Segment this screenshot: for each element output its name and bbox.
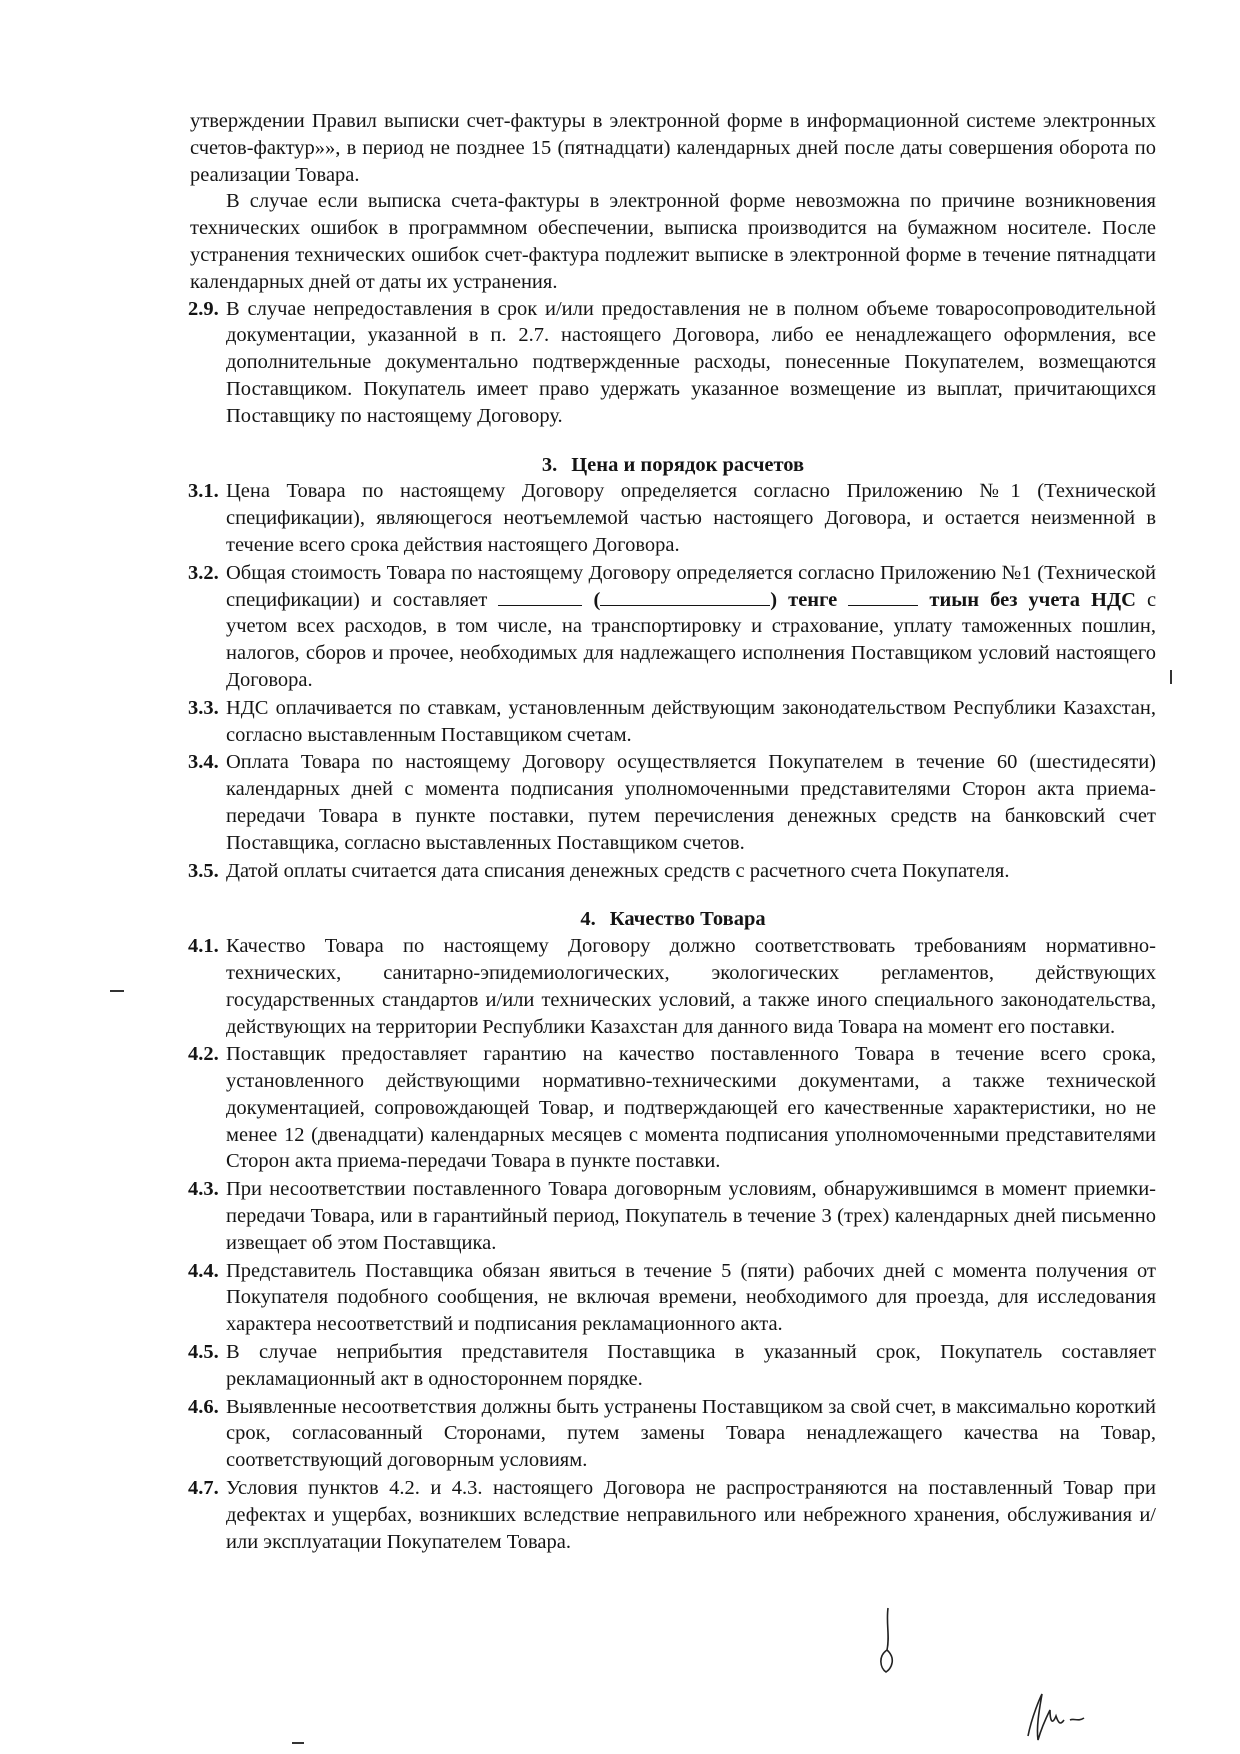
clause-4-4: [190, 1258, 1156, 1338]
clause-4-7: [190, 1475, 1156, 1555]
clause-text: Представитель Поставщика обязан явиться в течение 5 (пяти) рабочих дней с момента получения от Покупателя подобного сообщения, не включая времени, необходимого для проезда, для исследования характера несоответствий и подписания рекламационного акта.: [226, 1259, 1156, 1336]
clause-4-3: [190, 1176, 1156, 1256]
clause-text: НДС оплачивается по ставкам, установленным действующим законодательством Республики Казахстан, согласно выставленным Поставщиком счетам.: [226, 696, 1156, 746]
clause-3-4: [190, 749, 1156, 856]
clause-number: 2.9.: [188, 297, 219, 320]
clause-number: 4.6.: [188, 1395, 219, 1418]
scan-mark: [110, 990, 124, 992]
clause-number: 4.4.: [188, 1259, 219, 1282]
clause-number: 3.4.: [188, 751, 219, 774]
clause-text: Общая стоимость Товара по настоящему Договору определяется согласно Приложению №1 (Технической спецификации) и составляет: [226, 561, 1156, 611]
clause-number: 3.3.: [188, 696, 219, 719]
clause-4-6: [190, 1394, 1156, 1474]
amount-words-blank: [600, 587, 770, 606]
clause-text: В случае неприбытия представителя Поставщика в указанный срок, Покупатель составляет рекламационный акт в одностороннем порядке.: [226, 1341, 1156, 1390]
section-number: 3.: [541, 453, 558, 476]
section-4-heading: [190, 906, 1156, 933]
clause-text: Качество Товара по настоящему Договору должно соответствовать требованиям нормативно-технических, санитарно-эпидемиологических, экологических регламентов, действующих государственных стандартов и/или технических условий, а также иного специального законодательства, действующих на территории Республики Казахстан для данного вида Товара на момент его поставки.: [226, 935, 1156, 1038]
clause-4-5: [190, 1339, 1156, 1393]
initial-signature-icon: [868, 1606, 908, 1676]
clause-3-3: [190, 695, 1156, 749]
section-number: 4.: [580, 908, 596, 931]
clause-text: В случае непредоставления в срок и/или предоставления не в полном объеме товаросопроводительной документации, указанной в п. 2.7. настоящего Договора, либо ее ненадлежащего оформления, все дополнительные документально подтвержденные расходы, понесенные Покупателем, возмещаются Поставщиком. Покупатель имеет право удержать указанное возмещение из выплат, причитающихся Поставщику по настоящему Договору.: [226, 297, 1156, 427]
clause-number: 3.5.: [188, 859, 219, 882]
clause-4-1: [190, 933, 1156, 1040]
clause-4-2: [190, 1041, 1156, 1175]
clause-number: 4.5.: [188, 1341, 219, 1364]
clause-number: 3.2.: [188, 561, 219, 584]
clause-number: 4.3.: [188, 1178, 219, 1201]
clause-text: Цена Товара по настоящему Договору определяется согласно Приложению №1 (Технической спецификации), являющегося неотъемлемой частью настоящего Договора, и остается неизменной в течение всего срока действия настоящего Договора.: [226, 480, 1156, 556]
section-title: Цена и порядок расчетов: [571, 453, 805, 476]
clause-number: 4.2.: [188, 1043, 219, 1066]
document-body: [190, 108, 1156, 1556]
tiyn-label: тиын без учета НДС: [929, 588, 1136, 611]
scan-mark: [292, 1742, 304, 1744]
clause-number: 4.1.: [188, 935, 219, 958]
clause-3-5: [190, 858, 1156, 885]
section-3-heading: [190, 452, 1156, 479]
clause-text: Выявленные несоответствия должны быть устранены Поставщиком за свой счет, в максимально короткий срок, согласованный Сторонами, путем замены Товара ненадлежащего качества на Товар, соответствующий договорным условиям.: [226, 1395, 1156, 1472]
clause-number: 3.1.: [188, 480, 219, 503]
tiyn-blank: [848, 587, 918, 606]
intro-paragraph: утверждении Правил выписки счет-фактуры в электронной форме в информационной системе электронных счетов-фактур»», в период не позднее 15 (пятнадцати) календарных дней после даты совершения оборота по реализации Товара.: [190, 110, 1156, 186]
clause-2-9: [190, 296, 1156, 430]
clause-text-continued: с учетом всех расходов, в том числе, на транспортировку и страхование, уплату таможенных пошлин, налогов, сборов и прочее, необходимых для надлежащего исполнения Поставщиком условий настоящего Договора.: [226, 588, 1157, 691]
scan-mark: [1170, 670, 1172, 684]
signature-icon: [1022, 1686, 1092, 1748]
clause-number: 4.7.: [188, 1477, 219, 1500]
clause-text: Условия пунктов 4.2. и 4.3. настоящего Договора не распространяются на поставленный Товар при дефектах и ущербах, возникших вследствие неправильного или небрежного хранения, обслуживания и/или эксплуатации Покупателем Товара.: [226, 1477, 1156, 1553]
clause-3-1: [190, 478, 1156, 558]
amount-blank: [498, 587, 582, 606]
intro-paragraph-2: В случае если выписка счета-фактуры в электронной форме невозможна по причине возникновения технических ошибок в программном обеспечении, выписка производится на бумажном носителе. После устранения технических ошибок счет-фактура подлежит выписке в электронной форме в течение пятнадцати календарных дней от даты их устранения.: [190, 190, 1156, 293]
tenge-label: ) тенге: [770, 588, 838, 611]
clause-text: Поставщик предоставляет гарантию на качество поставленного Товара в течение всего срока, установленного действующими нормативно-техническими документами, а также технической документацией, сопровождающей Товар, и подтверждающей его качественные характеристики, но не менее 12 (двенадцати) календарных месяцев с момента подписания уполномоченными представителями Сторон акта приема-передачи Товара в пункте поставки.: [226, 1043, 1156, 1173]
clause-3-2: [190, 560, 1156, 694]
clause-text: Оплата Товара по настоящему Договору осуществляется Покупателем в течение 60 (шестидесяти) календарных дней с момента подписания уполномоченными представителями Сторон акта приема-передачи Товара в пункте поставки, путем перечисления денежных средств на банковский счет Поставщика, согласно выставленных Поставщиком счетов.: [226, 751, 1156, 854]
clause-text: Датой оплаты считается дата списания денежных средств с расчетного счета Покупателя.: [226, 859, 1010, 882]
open-paren: (: [593, 588, 601, 611]
clause-text: При несоответствии поставленного Товара договорным условиям, обнаружившимся в момент приемки-передачи Товара, или в гарантийный период, Покупатель в течение 3 (трех) календарных дней письменно извещает об этом Поставщика.: [226, 1178, 1156, 1254]
section-title: Качество Товара: [609, 908, 766, 931]
